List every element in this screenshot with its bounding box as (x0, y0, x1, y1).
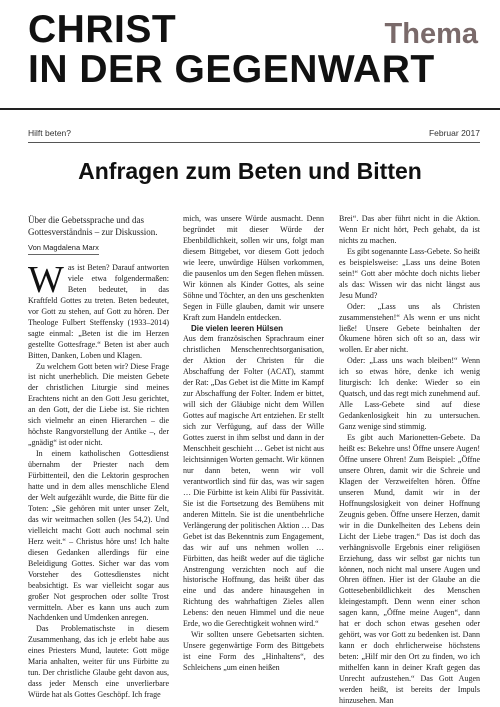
article-headline: Anfragen zum Beten und Bitten (78, 158, 422, 184)
byline: Von Magdalena Marx (28, 243, 99, 255)
paragraph: Es gibt sogenannte Lass-Gebete. So heißt es beispielsweise: „Lass uns deine Boten sein!“ Gott aber möchte doch nichts lieber als das: Wissen wir das nicht längst aus Jesu Mund? (339, 246, 480, 300)
running-topic: Hilft beten? (28, 128, 71, 138)
paragraph: Aus dem französischen Sprachraum einer christlichen Menschenrechtsorganisation, der Aktion der Christen für die Abschaffung der Folter (ACAT), stammt der Rat: „Das Gebet ist die Mitte im Kampf zur Abschaffung der Folter. Indem er bittet, will sich der Gläubige nicht dem Willen Gottes auf magische Art entziehen. Er stellt sich zur Verfügung, auf dass der Wille Gottes zuerst in ihm selbst und dann in der Menschheit geschieht … Gebet ist nicht aus leichtsinnigen Worten gemacht. Wir können nur dann beten, wenn wir voll verantwortlich sind für das, was wir sagen … Die Fürbitte ist kein Alibi für Passivität. Sie ist die Fortsetzung des Bemühens mit anderen Mitteln. Sie ist die unentbehrliche Verlängerung der politischen Aktion … Das Gebet ist das Bekenntnis zum Engagement, das wir auf uns nehmen wollen … Fürbitten, das heißt weder auf die tägliche Anstrengung verzichten noch auf die historische Hoffnung, das heißt über das eine und das andere hinausgehen in Richtung des wahrhaftigen Zieles allen Lebens: den neuen Himmel und die neue Erde, wo die Gerechtigkeit wohnen wird.“ (183, 334, 324, 629)
paragraph: Oder: „Lass uns als Christen zusammenstehen!“ Als wenn er uns nicht ließe! Unsere Gebete beinhalten der Ökumene hören sich oft so an, dass wir wollen. Er aber nicht. (339, 301, 480, 355)
paragraph: Wir sollten unsere Gebetsarten sichten. Unsere gegenwärtige Form des Bittgebets ist eine Form des „Hinhaltens“, des Schleichens „um einen heißen (183, 630, 324, 673)
masthead-rule (0, 108, 500, 110)
subbar (28, 128, 480, 142)
article-column-3 (339, 214, 480, 705)
issue-date: Februar 2017 (428, 128, 480, 138)
article-lead: Über die Gebetssprache und das Gottesverständnis – zur Diskussion. (28, 215, 158, 237)
paragraph: mich, was unsere Würde ausmacht. Denn begründet mit dieser Würde der Ebenbildlichkeit, sollen wir uns, folgt man diesem Bittgebet, vor diesem Gott jedoch wie leere, unwürdige Hülsen vorkommen, die pausenlos um den Segen flehen müssen. Wir können als Kinder Gottes, als seine Söhne und Töchter, an den uns geschenkten Segen in Fülle glauben, damit wir unsere Kraft zum Handeln entdecken. (183, 214, 324, 322)
paragraph: Das Problematischste in diesem Zusammenhang, das ich je erlebt habe aus eines Priesters Mund, lautete: Gott möge Maria anhalten, weiter für uns Fürbitte zu tun. Der christliche Glaube geht davon aus, dass jeder Mensch eine unverlierbare Würde hat als Gottes Geschöpf. Ich frage (28, 624, 169, 700)
section-label: Thema (384, 18, 478, 50)
article-column-1 (28, 214, 169, 700)
paragraph-text: as ist Beten? Darauf antworten viele etwa folgendermaßen: Beten bedeutet, in das Kraftfeld Gottes zu treten. Beten bedeutet, vor Gott zu stehen, auf Gott zu hören. Der Theologe Fulbert Steffensky (1933–2014) sagte einmal: „Beten ist die im Herzen gestellte Gottesfrage.“ Beten ist aber auch Bitten, Danken, Loben und Klagen. (28, 262, 169, 360)
drop-cap: W (28, 258, 64, 301)
paragraph: Oder: „Lass uns wach bleiben!“ Wenn ich so etwas höre, denke ich wenig liturgisch: Ich denke: Wieder so ein Quatsch, und das regt mich zunehmend auf. Alle Lass-Gebete sind auf diese Gedankenlosigkeit hin zu untersuchen. Ganz wenige sind stimmig. (339, 356, 480, 432)
paragraph (28, 258, 169, 362)
subbar-rule (28, 142, 480, 143)
paragraph: Zu welchem Gott beten wir? Diese Frage ist nicht unerheblich. Die meisten Gebete der christlichen Liturgie sind meines Erachtens nicht an den Gott Jesu gerichtet, an den Gott, der die Liebe ist. Sie richten sich vielmehr an einen Hierarchen – die höchste Rangvorstellung der Antike –, der „gnädig“ ist oder nicht. (28, 361, 169, 448)
masthead (28, 10, 480, 128)
masthead-title-line1: CHRIST (28, 8, 177, 51)
masthead-title-line2: IN DER GEGENWART (28, 48, 435, 91)
paragraph: In einem katholischen Gottesdienst übernahm der Priester nach dem Fürbittenteil, den die Lektorin gesprochen hatte und in dem alles menschliche Elend der Welt aufgezählt wurde, die Bitte für die Toten: „Sie gehören mit unter unser Zelt, das wir weitmachen sollen (Jes 54,2). Und vielleicht macht Gott auch nochmal sein Herz weit.“ – Christus höre uns! Ich halte diesen Gedanken allerdings für eine Beleidigung Gottes. Sicher war das vom Vorsteher des Gottesdienstes nicht beabsichtigt. Es war vielleicht sogar aus großer Not gesprochen oder sollte Trost vermitteln. Aber es kann uns auch zum Nachdenken und Umdenken anregen. (28, 449, 169, 623)
article-column-2 (183, 214, 324, 700)
subheading: Die vielen leeren Hülsen (191, 323, 284, 333)
paragraph: Brei“. Das aber führt nicht in die Aktion. Wenn Er nicht hört, Pech gehabt, da ist nichts zu machen. (339, 214, 480, 245)
paragraph: Es gibt auch Marionetten-Gebete. Da heißt es: Bekehre uns! Öffne unsere Augen! Öffne unsere Ohren! Zum Beispiel: „Öffne unsere Ohren, damit wir die Schreie und Klagen der Verzweifelten hören. Öffne unseren Mund, damit wir in der Hoffnungslosigkeit von deiner Hoffnung Zeugnis geben. Öffne unsere Herzen, damit wir in die Dunkelheiten des Lebens dein Licht der Liebe tragen.“ Das ist doch das verhängnisvolle Ergebnis einer religiösen Erziehung, dass wir selbst gar nichts tun können, noch nicht mal unsere Augen und Ohren öffnen. Hier ist der Glaube an die Gottesebenbildlichkeit des Menschen kleingestampft. Denn wenn einer schon sagen kann, „Öffne meine Augen“, dann hat er doch schon etwas gesehen oder gehört, was vor Gott zu bedenken ist. Dann kann er doch ehrlicherweise höchstens beten: „Hilf mir den Ort zu finden, wo ich mithelfen kann in deiner Kraft gegen das Unrecht aufzustehen.“ Das Gott Augen werden heißt, ist bereits der Impuls hinzusehen. Man (339, 433, 480, 705)
